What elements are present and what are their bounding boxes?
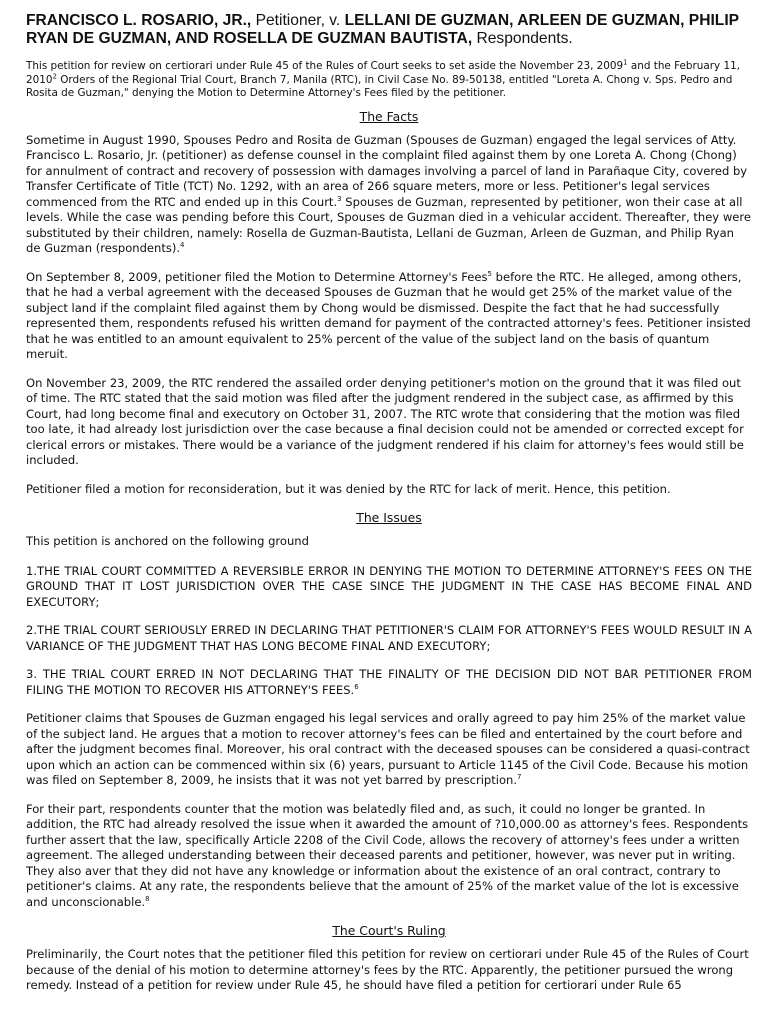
footnote-ref-6: 6: [354, 682, 359, 691]
facts-p1-text-2: Spouses de Guzman, represented by petitioner, won their case at all levels. While the case was pending before this Court, Spouses de Guzman died in a vehicular accident. Thereafter, they were substituted by their children, namely: Rosella de Guzman-Bautista, Lellani de Guzman, Arleen de Guzman, and Philip Ryan de Guzman (respondents).: [26, 194, 751, 255]
intro-text-2: and the February 11, 2010: [26, 60, 740, 86]
facts-paragraph-2: [26, 270, 752, 363]
petitioner-name: FRANCISCO L. ROSARIO, JR.,: [26, 12, 252, 29]
respondent-names: LELLANI DE GUZMAN, ARLEEN DE GUZMAN, PHILIP RYAN DE GUZMAN, AND ROSELLA DE GUZMAN BAUTISTA,: [26, 12, 739, 47]
footnote-ref-4: 4: [180, 241, 185, 250]
intro-text-3: Orders of the Regional Trial Court, Branch 7, Manila (RTC), in Civil Case No. 89-50138, entitled "Loreta A. Chong v. Sps. Pedro and Rosita de Guzman," denying the Motion to Determine Attorney's Fees filed by the petitioner.: [26, 73, 733, 99]
petitioner-claims-paragraph: [26, 711, 752, 789]
footnote-ref-7: 7: [517, 773, 522, 782]
footnote-ref-5: 5: [487, 269, 492, 278]
spacer: [26, 552, 752, 564]
facts-heading: The Facts: [359, 108, 419, 124]
document-page: [26, 12, 752, 1018]
footnote-ref-8: 8: [145, 894, 150, 903]
issue-item-3: [26, 667, 752, 698]
intro-text-1: This petition for review on certiorari under Rule 45 of the Rules of Court seeks to set aside the November 23, 2009: [26, 60, 624, 72]
respondent-role: Respondents.: [472, 30, 573, 47]
issue-item-3-text: 3. THE TRIAL COURT ERRED IN NOT DECLARING THAT THE FINALITY OF THE DECISION DID NOT BAR PETITIONER FROM FILING THE MOTION TO RECOVER HIS ATTORNEY'S FEES.: [26, 667, 752, 697]
facts-p1-text-1: Sometime in August 1990, Spouses Pedro and Rosita de Guzman (Spouses de Guzman) engaged the legal services of Atty. Francisco L. Rosario, Jr. (petitioner) as defense counsel in the complaint filed against them by one Loreta A. Chong (Chong) for annulment of contract and recovery of possession with damages involving a parcel of land in Parañaque City, covered by Transfer Certificate of Title (TCT) No. 1292, with an area of 266 square meters, more or less. Petitioner's legal services commenced from the RTC and ended up in this Court.: [26, 132, 748, 209]
issue-item-1: 1.THE TRIAL COURT COMMITTED A REVERSIBLE ERROR IN DENYING THE MOTION TO DETERMINE ATTORNEY'S FEES ON THE GROUND THAT IT LOST JURISDICTION OVER THE CASE SINCE THE JUDGMENT IN THE CASE HAS BECOME FINAL AND EXECUTORY;: [26, 563, 752, 609]
intro-paragraph: [26, 60, 752, 101]
footnote-ref-1: 1: [623, 58, 628, 67]
footnote-ref-3: 3: [337, 194, 342, 203]
claims-text: Petitioner claims that Spouses de Guzman engaged his legal services and orally agreed to pay him 25% of the market value of the subject land. He argues that a motion to recover attorney's fees can be filed and entertained by the court before and after the judgment becomes final. Moreover, his oral contract with the deceased spouses can be considered a quasi-contract upon which an action can be commenced within six (6) years, pursuant to Article 1145 of the Civil Code. Because his motion was filed on September 8, 2009, he insists that it was not yet barred by prescription.: [26, 711, 750, 787]
issue-item-2: 2.THE TRIAL COURT SERIOUSLY ERRED IN DECLARING THAT PETITIONER'S CLAIM FOR ATTORNEY'S FEES WOULD RESULT IN A VARIANCE OF THE JUDGMENT THAT HAS LONG BECOME FINAL AND EXECUTORY;: [26, 623, 752, 653]
facts-paragraph-1: [26, 133, 752, 257]
facts-p2-text-1: On September 8, 2009, petitioner filed the Motion to Determine Attorney's Fees: [26, 269, 488, 284]
case-caption: [26, 12, 752, 48]
footnote-ref-2: 2: [52, 72, 57, 81]
counter-text: For their part, respondents counter that the motion was belatedly filed and, as such, it could no longer be granted. In addition, the RTC had already resolved the issue when it awarded the amount of ?10,000.00 as attorney's fees. Respondents further assert that the law, specifically Article 2208 of the Civil Code, allows the recovery of attorney's fees under a written agreement. The alleged understanding between their deceased parents and petitioner, however, was never put in writing. They also aver that they did not have any knowledge or information about the existence of an oral contract, contrary to petitioner's claims. At any rate, the respondents believe that the amount of 25% of the market value of the lot is excessive and unconscionable.: [26, 801, 749, 909]
petitioner-role: Petitioner, v.: [251, 12, 345, 29]
ruling-heading: The Court's Ruling: [332, 923, 446, 938]
facts-paragraph-3: On November 23, 2009, the RTC rendered the assailed order denying petitioner's motion on the ground that it was filed out of time. The RTC stated that the said motion was filed after the judgment rendered in the subject case, as affirmed by this Court, had long become final and executory on October 31, 2007. The RTC wrote that considering that the motion was filed too late, it had already lost jurisdiction over the case because a final decision could not be amended or corrected except for clerical errors or mistakes. There would be a variance of the judgment rendered if his claim for attorney's fees would still be included.: [26, 375, 744, 467]
facts-paragraph-4: Petitioner filed a motion for reconsideration, but it was denied by the RTC for lack of merit. Hence, this petition.: [26, 481, 671, 496]
issues-heading: The Issues: [356, 510, 422, 525]
ruling-paragraph-1: Preliminarily, the Court notes that the petitioner filed this petition for review on certiorari under Rule 45 of the Rules of Court because of the denial of his motion to determine attorney's fees by the RTC. Apparently, the petitioner pursued the wrong remedy. Instead of a petition for review under Rule 45, he should have filed a petition for certiorari under Rule 65: [26, 947, 749, 992]
issues-lead: This petition is anchored on the following ground: [26, 534, 309, 548]
respondents-counter-paragraph: [26, 802, 752, 911]
facts-p2-text-2: before the RTC. He alleged, among others, that he had a verbal agreement with the deceased Spouses de Guzman that he would get 25% of the market value of the subject land if the complaint filed against them by Chong would be dismissed. Despite the fact that he had successfully represented them, respondents refused his written demand for payment of the contracted attorney's fees. Petitioner insisted that he was entitled to an amount equivalent to 25% percent of the value of the subject land on the basis of quantum meruit.: [26, 269, 751, 361]
